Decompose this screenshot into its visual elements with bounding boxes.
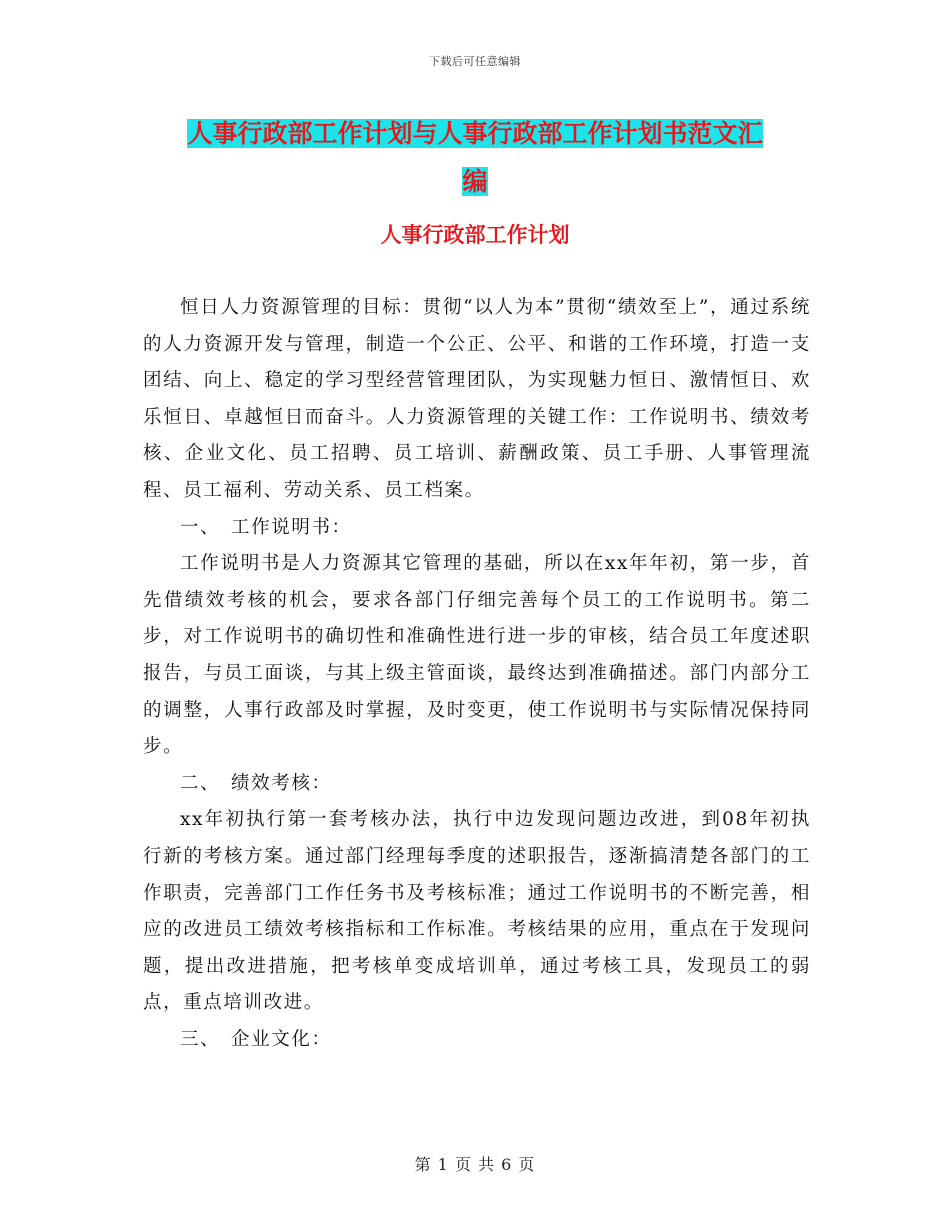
heading-performance-review: 二、 绩效考核：: [180, 772, 332, 794]
page-header-note: 下载后可任意编辑: [429, 55, 521, 68]
document-body: [143, 290, 811, 1058]
heading-corporate-culture: 三、 企业文化：: [180, 1028, 332, 1050]
section-title: 人事行政部工作计划: [380, 222, 570, 247]
intro-paragraph: 恒日人力资源管理的目标：贯彻“以人为本”贯彻“绩效至上”，通过系统的人力资源开发与管理，制造一个公正、公平、和谐的工作环境，打造一支团结、向上、稳定的学习型经营管理团队，为实现魅力恒日、激情恒日、欢乐恒日、卓越恒日而奋斗。人力资源管理的关键工作：工作说明书、绩效考核、企业文化、员工招聘、员工培训、薪酬政策、员工手册、人事管理流程、员工福利、劳动关系、员工档案。: [143, 297, 811, 501]
heading-job-description: 一、 工作说明书：: [180, 516, 352, 538]
document-title-line1: 人事行政部工作计划与人事行政部工作计划书范文汇: [187, 119, 763, 148]
job-description-paragraph: 工作说明书是人力资源其它管理的基础，所以在xx年年初，第一步，首先借绩效考核的机会，要求各部门仔细完善每个员工的工作说明书。第二步，对工作说明书的确切性和准确性进行进一步的审核，结合员工年度述职报告，与员工面谈，与其上级主管面谈，最终达到准确描述。部门内部分工的调整，人事行政部及时掌握，及时变更，使工作说明书与实际情况保持同步。: [143, 553, 811, 758]
document-title: [140, 110, 810, 206]
page-number: 第 1 页 共 6 页: [414, 1155, 536, 1174]
document-title-line2: 编: [462, 167, 488, 196]
performance-review-paragraph: xx年初执行第一套考核办法，执行中边发现问题边改进，到08年初执行新的考核方案。通过部门经理每季度的述职报告，逐渐搞清楚各部门的工作职责，完善部门工作任务书及考核标准；通过工作说明书的不断完善，相应的改进员工绩效考核指标和工作标准。考核结果的应用，重点在于发现问题，提出改进措施，把考核单变成培训单，通过考核工具，发现员工的弱点，重点培训改进。: [143, 809, 811, 1014]
